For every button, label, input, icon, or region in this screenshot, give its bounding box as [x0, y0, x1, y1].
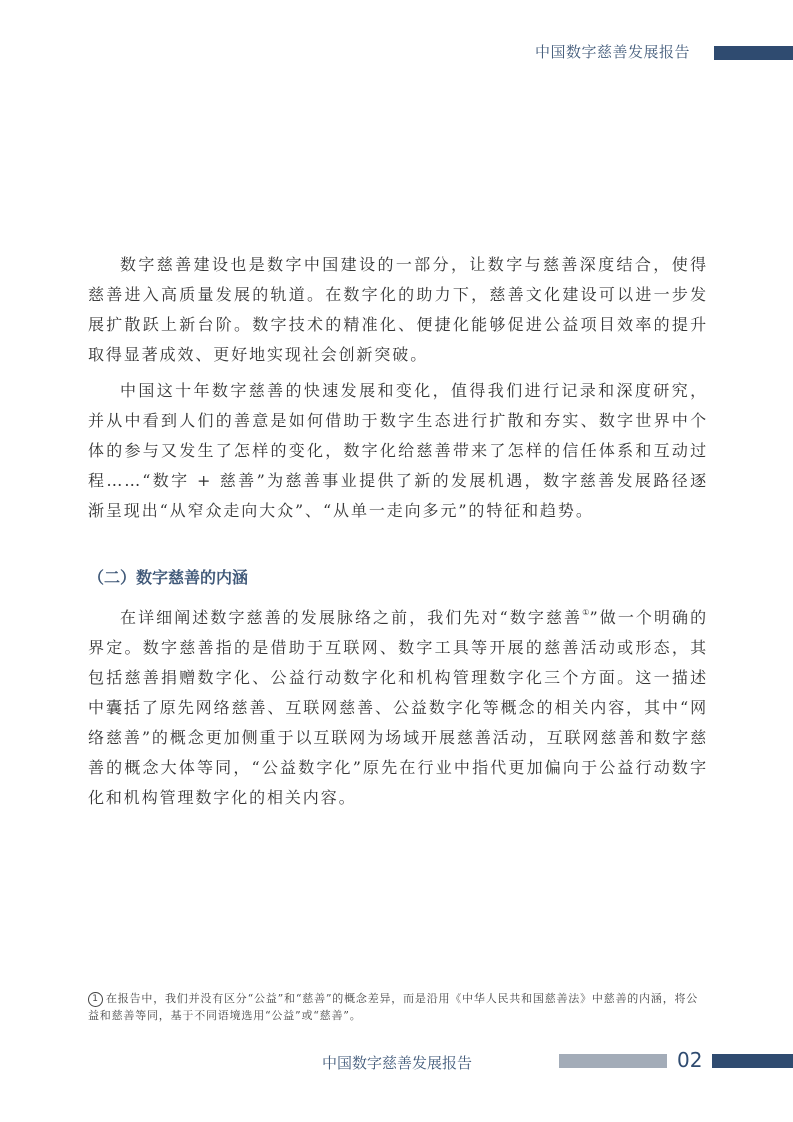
- header-accent-bar: [714, 46, 793, 60]
- footer-title: 中国数字慈善发展报告: [322, 1054, 473, 1072]
- paragraph-3: [88, 598, 708, 813]
- paragraph-1: 数字慈善建设也是数字中国建设的一部分，让数字与慈善深度结合，使得慈善进入高质量发展的轨道。在数字化的助力下，慈善文化建设可以进一步发展扩散跃上新台阶。数字技术的精准化、便捷化能够促进公益项目效率的提升取得显著成效、更好地实现社会创新突破。: [88, 255, 708, 364]
- body-text-section: [88, 598, 708, 813]
- body-text-top: [88, 250, 708, 526]
- paragraph-3-part-2: ”做一个明确的界定。数字慈善指的是借助于互联网、数字工具等开展的慈善活动或形态，其包括慈善捐赠数字化、公益行动数字化和机构管理数字化三个方面。这一描述中囊括了原先网络慈善、互联网慈善、公益数字化等概念的相关内容，其中“网络慈善”的概念更加侧重于以互联网为场域开展慈善活动，互联网慈善和数字慈善的概念大体等同，“公益数字化”原先在行业中指代更加偏向于公益行动数字化和机构管理数字化的相关内容。: [88, 608, 709, 807]
- paragraph-2: 中国这十年数字慈善的快速发展和变化，值得我们进行记录和深度研究，并从中看到人们的善意是如何借助于数字生态进行扩散和夯实、数字世界中个体的参与又发生了怎样的变化，数字化给慈善带来了怎样的信任体系和互动过程……“数字 + 慈善”为慈善事业提供了新的发展机遇，数字慈善发展路径逐渐呈现出“从窄众走向大众”、“从单一走向多元”的特征和趋势。: [88, 381, 708, 520]
- section-heading: （二）数字慈善的内涵: [88, 568, 249, 587]
- footnote-number: 1: [88, 992, 103, 1007]
- paragraph-3-part-1: 在详细阐述数字慈善的发展脉络之前，我们先对“数字慈善: [120, 608, 583, 627]
- footer-light-bar: [559, 1054, 667, 1068]
- footnote-text: 在报告中，我们并没有区分“公益”和“慈善”的概念差异，而是沿用《中华人民共和国慈善法》中慈善的内涵，将公益和慈善等同，基于不同语境选用“公益”或“慈善”。: [88, 992, 699, 1022]
- page-number: 02: [677, 1048, 703, 1072]
- header-title: 中国数字慈善发展报告: [534, 43, 690, 61]
- footnote-reference: ①: [582, 608, 590, 617]
- footer-dark-bar: [712, 1054, 793, 1068]
- footnote: [88, 990, 708, 1024]
